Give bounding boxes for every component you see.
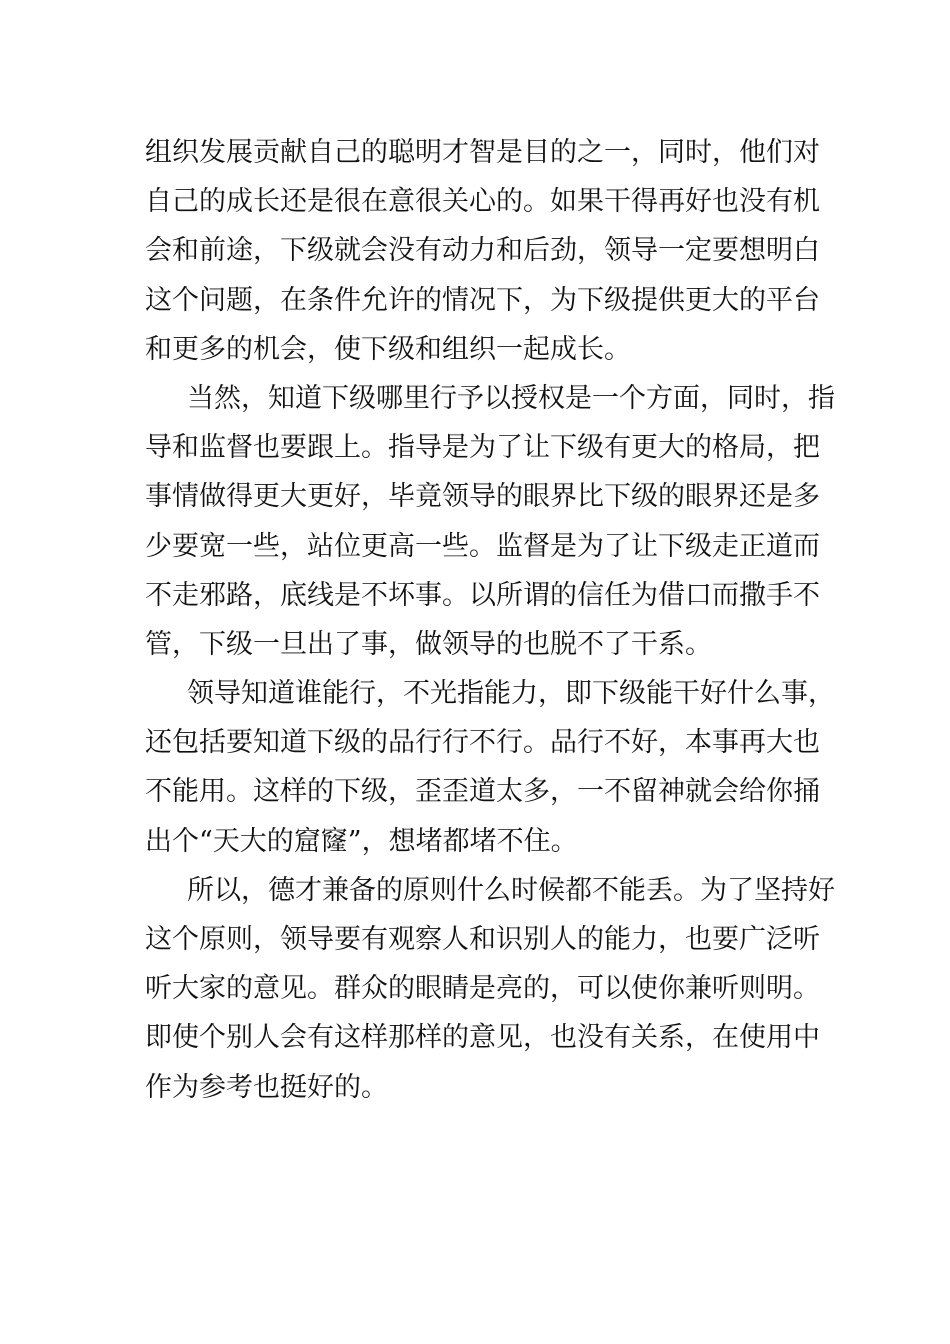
text-line: 所以，德才兼备的原则什么时候都不能丢。为了坚持好 [187, 874, 835, 906]
text-line: 出个“天大的窟窿”，想堵都堵不住。 [145, 825, 578, 857]
text-line: 自己的成长还是很在意很关心的。如果干得再好也没有机 [145, 186, 820, 218]
text-line: 作为参考也挺好的。 [145, 1071, 388, 1103]
text-line: 导和监督也要跟上。指导是为了让下级有更大的格局，把 [145, 432, 820, 464]
text-line: 领导知道谁能行，不光指能力，即下级能干好什么事， [187, 678, 835, 710]
paragraph-3 [145, 669, 835, 866]
text-line: 和更多的机会，使下级和组织一起成长。 [145, 333, 631, 365]
text-line: 即使个别人会有这样那样的意见，也没有关系，在使用中 [145, 1022, 820, 1054]
text-line: 不能用。这样的下级，歪歪道太多，一不留神就会给你捅 [145, 776, 820, 808]
paragraph-1 [145, 128, 820, 374]
text-line: 组织发展贡献自己的聪明才智是目的之一，同时，他们对 [145, 137, 820, 168]
document-body [145, 128, 835, 1112]
text-line: 听大家的意见。群众的眼睛是亮的，可以使你兼听则明。 [145, 973, 820, 1005]
text-line: 会和前途，下级就会没有动力和后劲，领导一定要想明白 [145, 235, 820, 267]
text-line: 不走邪路，底线是不坏事。以所谓的信任为借口而撒手不 [145, 579, 820, 611]
text-line: 这个原则，领导要有观察人和识别人的能力，也要广泛听 [145, 924, 820, 955]
text-line: 少要宽一些，站位更高一些。监督是为了让下级走正道而 [145, 530, 820, 562]
paragraph-4 [145, 866, 835, 1112]
paragraph-2 [145, 374, 835, 669]
text-line: 管，下级一旦出了事，做领导的也脱不了干系。 [145, 628, 712, 660]
text-line: 还包括要知道下级的品行行不行。品行不好，本事再大也 [145, 727, 820, 759]
text-line: 事情做得更大更好，毕竟领导的眼界比下级的眼界还是多 [145, 481, 820, 513]
text-line: 这个问题，在条件允许的情况下，为下级提供更大的平台 [145, 284, 820, 316]
text-line: 当然，知道下级哪里行予以授权是一个方面，同时，指 [187, 382, 835, 414]
